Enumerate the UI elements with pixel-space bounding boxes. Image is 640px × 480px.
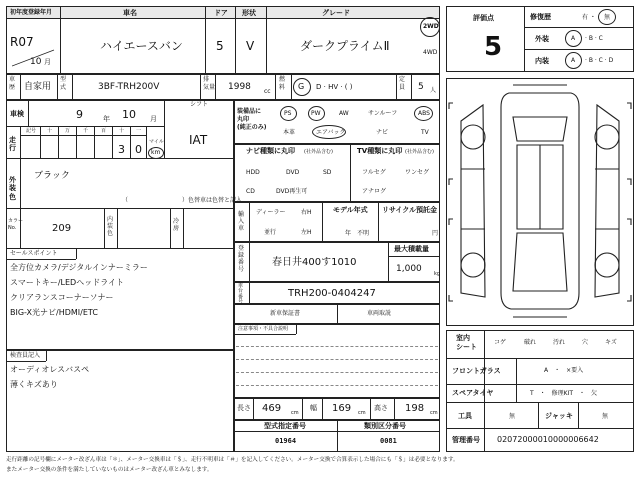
glass-value: A ・ ×要入 bbox=[544, 367, 584, 374]
drive-2wd: 2WD bbox=[423, 23, 439, 30]
tv-label-note: (社外品含む) bbox=[405, 149, 434, 155]
sales-point-1: 全方位カメラ/デジタルインナーミラー bbox=[10, 263, 148, 272]
navi-label-note: (社外品含む) bbox=[304, 149, 333, 155]
navi-dvd-play: DVD再生可 bbox=[276, 188, 308, 195]
width-label: 幅 bbox=[310, 404, 317, 412]
drive-4wd: 4WD bbox=[423, 49, 438, 56]
type-label: 型式指定番号 bbox=[264, 422, 306, 430]
model-label: 型 式 bbox=[60, 76, 67, 91]
car-name: ハイエースバン bbox=[100, 39, 183, 53]
seat-hole: 穴 bbox=[582, 339, 589, 346]
max-load-label: 最大積載量 bbox=[394, 245, 429, 253]
seat-dirt: 汚れ bbox=[553, 339, 566, 346]
mileage-digit-h4: 十 bbox=[119, 128, 125, 134]
displacement-unit: cc bbox=[264, 88, 271, 95]
color-no-label: カラー No. bbox=[8, 218, 24, 231]
interior-a: A bbox=[571, 57, 576, 64]
sales-point-4: BIG-X光ナビ/HDMI/ETC bbox=[10, 308, 98, 317]
seat-scratch: キズ bbox=[605, 339, 617, 346]
exterior-grade-label: 外装 bbox=[535, 35, 549, 43]
equip-abs: ABS bbox=[418, 110, 430, 117]
equip-ps: PS bbox=[284, 110, 292, 117]
equip-tv: TV bbox=[421, 129, 429, 136]
sales-point-3: クリアランスコーナーソナー bbox=[10, 293, 114, 302]
shift: IAT bbox=[189, 133, 208, 147]
exterior-color: ブラック bbox=[34, 171, 70, 181]
equip-sunroof: サンルーフ bbox=[368, 110, 398, 117]
color-no: 209 bbox=[52, 223, 72, 234]
body-shape: V bbox=[246, 39, 255, 53]
equip-navi: ナビ bbox=[376, 129, 389, 136]
registration-label: 登 録 番 号 bbox=[238, 245, 245, 273]
tv-analog: アナログ bbox=[362, 188, 387, 195]
tv-label: TV種類に丸印 bbox=[357, 147, 403, 155]
mileage-label: 走 行 bbox=[9, 136, 16, 153]
mgmt-number: 02072000010000006642 bbox=[497, 435, 599, 444]
mileage-digit-3: 3 bbox=[118, 143, 125, 156]
aircon-label: 冷 房 bbox=[173, 218, 180, 233]
mgmt-label: 管理番号 bbox=[452, 436, 480, 444]
import-dealer: ディーラー bbox=[256, 209, 286, 216]
class-number: 0081 bbox=[380, 437, 397, 445]
reg-month: 10 bbox=[30, 57, 42, 67]
mileage-digit-h3: 百 bbox=[101, 128, 107, 134]
class-label: 類別区分番号 bbox=[364, 422, 406, 430]
inspection-year-unit: 年 bbox=[103, 115, 110, 123]
exterior-grades: · B · C bbox=[585, 35, 603, 42]
mileage-digit-h2: 千 bbox=[83, 128, 89, 134]
footer-note-1: 走行距離の記号欄にメーター改ざん車は「＊」、メーター交換車は「＄」、走行不明車は「＃」を記入してください。メーター交換で合算表示した場合にも「＄」は必要となります。 bbox=[6, 457, 459, 463]
height: 198 bbox=[405, 403, 425, 414]
tools-value: 無 bbox=[509, 413, 516, 420]
displacement-label: 排 気量 bbox=[203, 76, 216, 91]
reg-month-unit: 月 bbox=[44, 58, 51, 66]
usage-label: 車 歴 bbox=[9, 76, 16, 91]
mileage-num-label: 記号 bbox=[26, 128, 37, 134]
length: 469 bbox=[262, 403, 282, 414]
mileage-mile: マイル bbox=[149, 139, 164, 145]
mileage-digit-h5: 一 bbox=[136, 128, 142, 134]
equip-leather: 本革 bbox=[283, 129, 296, 136]
displacement: 1998 bbox=[228, 82, 251, 92]
navi-cd: CD bbox=[246, 188, 255, 195]
import-left: 左H bbox=[301, 229, 312, 236]
navi-hdd: HDD bbox=[246, 169, 260, 176]
mileage-digit-h0: 十 bbox=[47, 128, 53, 134]
repair-options: 有 ・ bbox=[582, 14, 596, 21]
capacity-label: 定 員 bbox=[399, 76, 406, 91]
equip-aw: AW bbox=[339, 110, 349, 117]
navi-dvd: DVD bbox=[286, 169, 300, 176]
equip-airbag: エアバック bbox=[316, 129, 346, 136]
navi-sd: SD bbox=[323, 169, 332, 176]
mileage-digit-4: 0 bbox=[135, 143, 142, 156]
sales-points-label: セールスポイント bbox=[10, 250, 58, 257]
jack-label: ジャッキ bbox=[545, 412, 573, 420]
tools-label: 工具 bbox=[458, 412, 472, 420]
exterior-label: 外 装 色 bbox=[9, 176, 16, 201]
width: 169 bbox=[332, 403, 352, 414]
glass-label: フロントガラス bbox=[452, 367, 501, 375]
car-name-label: 車名 bbox=[123, 9, 137, 17]
registration-number: 春日井400す1010 bbox=[272, 257, 357, 268]
inspection-month: 10 bbox=[122, 108, 136, 121]
repair-none: 無 bbox=[604, 14, 611, 21]
reg-year-label: 初年度登録年月 bbox=[10, 9, 53, 16]
rating-score: 5 bbox=[484, 32, 503, 62]
recycle-unit: 円 bbox=[432, 230, 439, 237]
mileage-digit-h1: 万 bbox=[65, 128, 71, 134]
type-number: 01964 bbox=[275, 437, 297, 445]
model: 3BF-TRH200V bbox=[98, 82, 160, 92]
doors: 5 bbox=[216, 39, 224, 53]
equip-pw: PW bbox=[311, 110, 321, 117]
exterior-color-note: （ ）色替車は色替と記入 bbox=[122, 197, 243, 204]
height-unit: cm bbox=[430, 410, 438, 416]
usage: 自家用 bbox=[24, 82, 52, 92]
warranty-manual: 車両取説 bbox=[367, 310, 392, 317]
import-label: 輸 入 車 bbox=[238, 211, 245, 233]
import-parallel: 並行 bbox=[264, 229, 277, 236]
mileage-km: km bbox=[151, 149, 161, 156]
max-load-unit: kg bbox=[434, 271, 441, 277]
interior-grades: · B · C · D bbox=[585, 57, 614, 64]
inspector-notes-label: 検査員記入 bbox=[10, 352, 41, 359]
tv-fullseg: フルセグ bbox=[362, 169, 386, 176]
seat-tear: 破れ bbox=[524, 339, 537, 346]
grade: ダークプライムⅡ bbox=[300, 39, 390, 53]
inspection-month-unit: 月 bbox=[150, 115, 157, 123]
length-label: 長さ bbox=[237, 404, 251, 412]
max-load: 1,000 bbox=[396, 264, 422, 274]
reg-slash bbox=[12, 48, 56, 68]
exterior-a: A bbox=[571, 35, 576, 42]
seat-burn: コゲ bbox=[494, 339, 507, 346]
chassis-label: 車 台 番 号 bbox=[238, 283, 244, 305]
height-label: 高さ bbox=[374, 404, 388, 412]
doors-label: ドア bbox=[214, 9, 228, 17]
jack-value: 無 bbox=[602, 413, 609, 420]
tv-oneseg: ワンセグ bbox=[405, 169, 430, 176]
warranty-new-car: 新車保証書 bbox=[270, 310, 301, 317]
reg-year: R07 bbox=[10, 35, 34, 49]
grade-label: グレード bbox=[322, 9, 350, 17]
sales-point-2: スマートキー/LEDヘッドライト bbox=[10, 278, 124, 287]
fuel-label: 燃 料 bbox=[279, 76, 286, 91]
body-shape-label: 形状 bbox=[242, 9, 256, 17]
model-year: 年 不明 bbox=[345, 230, 370, 237]
capacity: 5 bbox=[418, 82, 424, 92]
model-year-label: モデル年式 bbox=[333, 206, 368, 214]
repair-label: 修復歴 bbox=[530, 13, 551, 21]
inspector-note-1: オーディオレスバスペ bbox=[10, 365, 90, 374]
notes-box bbox=[234, 324, 440, 398]
seat-label: 室内 シート bbox=[456, 334, 477, 352]
import-right: 右H bbox=[301, 209, 312, 216]
equipment-label: 装備品に 丸印 (純正のみ) bbox=[237, 108, 267, 131]
rating-label: 評価点 bbox=[473, 14, 494, 22]
fuel-options: D · HV · ( ) bbox=[316, 83, 353, 91]
spare-value: T ・ 修理KIT ・ 欠 bbox=[530, 390, 598, 397]
inspection-year: 9 bbox=[76, 108, 83, 121]
inspection-label: 車検 bbox=[10, 110, 24, 118]
length-unit: cm bbox=[291, 410, 299, 416]
chassis-number: TRH200-0404247 bbox=[288, 288, 376, 299]
shift-label: シフト bbox=[190, 101, 209, 108]
spare-label: スペアタイヤ bbox=[452, 389, 494, 397]
recycle-label: リサイクル預託金 bbox=[382, 206, 438, 214]
fuel-g: G bbox=[298, 82, 305, 91]
interior-color-label: 内 装 色 bbox=[107, 216, 114, 238]
interior-grade-label: 内装 bbox=[535, 57, 549, 65]
width-unit: cm bbox=[358, 410, 366, 416]
capacity-unit: 人 bbox=[430, 87, 437, 94]
notes-label: 注意事項・不具合説明 bbox=[238, 326, 289, 332]
navi-label: ナビ種類に丸印 bbox=[246, 147, 295, 155]
footer-note-2: またメーター交換の条件を満たしていないものはメーター改ざん車とみなします。 bbox=[6, 467, 213, 473]
inspector-note-2: 薄くキズあり bbox=[10, 380, 58, 389]
car-diagram bbox=[447, 79, 633, 325]
